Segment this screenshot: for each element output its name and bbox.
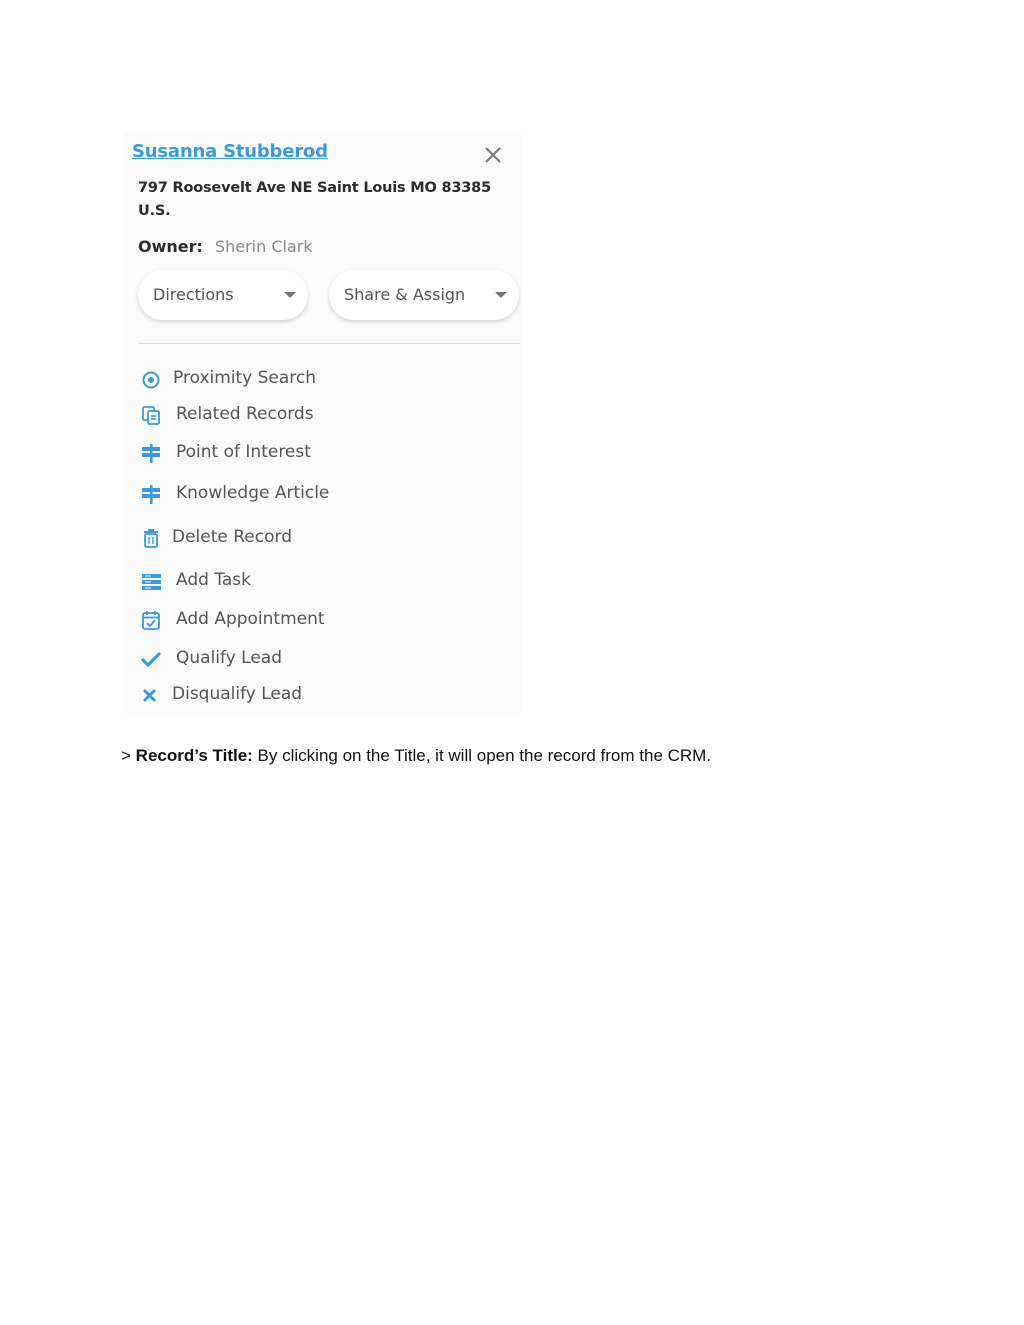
menu-item-label: Qualify Lead <box>176 648 283 668</box>
caret-down-icon <box>284 292 296 298</box>
owner-label: Owner: <box>138 237 203 256</box>
menu-item-label: Knowledge Article <box>176 483 330 503</box>
menu-item-label: Point of Interest <box>176 442 311 462</box>
copy-records-icon <box>140 404 162 426</box>
menu-item-label: Related Records <box>176 404 314 424</box>
record-popup <box>124 133 521 713</box>
signpost-icon <box>140 442 162 464</box>
share-assign-label: Share & Assign <box>344 285 466 304</box>
owner-value: Sherin Clark <box>214 237 313 256</box>
menu-item-label: Proximity Search <box>173 368 317 388</box>
calendar-check-icon <box>140 609 162 631</box>
caption <box>121 746 711 766</box>
record-address: 797 Roosevelt Ave NE Saint Louis MO 83385 U.S. <box>138 180 491 219</box>
caption-prefix: > <box>121 746 131 765</box>
owner-row <box>138 237 313 256</box>
caption-text: By clicking on the Title, it will open the record from the CRM. <box>257 746 712 765</box>
menu-item-label: Disqualify Lead <box>172 684 303 704</box>
divider <box>138 343 520 344</box>
menu-item-label: Delete Record <box>172 527 292 547</box>
close-icon[interactable] <box>482 144 504 166</box>
caret-down-icon <box>495 292 507 298</box>
caption-bold: Record’s Title: <box>135 746 253 765</box>
checkmark-icon <box>140 648 162 670</box>
signpost-icon <box>140 483 162 505</box>
task-list-icon <box>140 570 162 592</box>
trash-icon <box>140 527 162 549</box>
menu-item-label: Add Appointment <box>176 609 325 629</box>
directions-label: Directions <box>153 285 234 304</box>
menu-item-label: Add Task <box>176 570 252 590</box>
record-title-link[interactable]: Susanna Stubberod <box>132 141 328 162</box>
x-mark-icon <box>140 684 162 706</box>
directions-dropdown[interactable] <box>138 270 308 320</box>
share-assign-dropdown[interactable] <box>329 270 519 320</box>
target-icon <box>140 368 162 390</box>
